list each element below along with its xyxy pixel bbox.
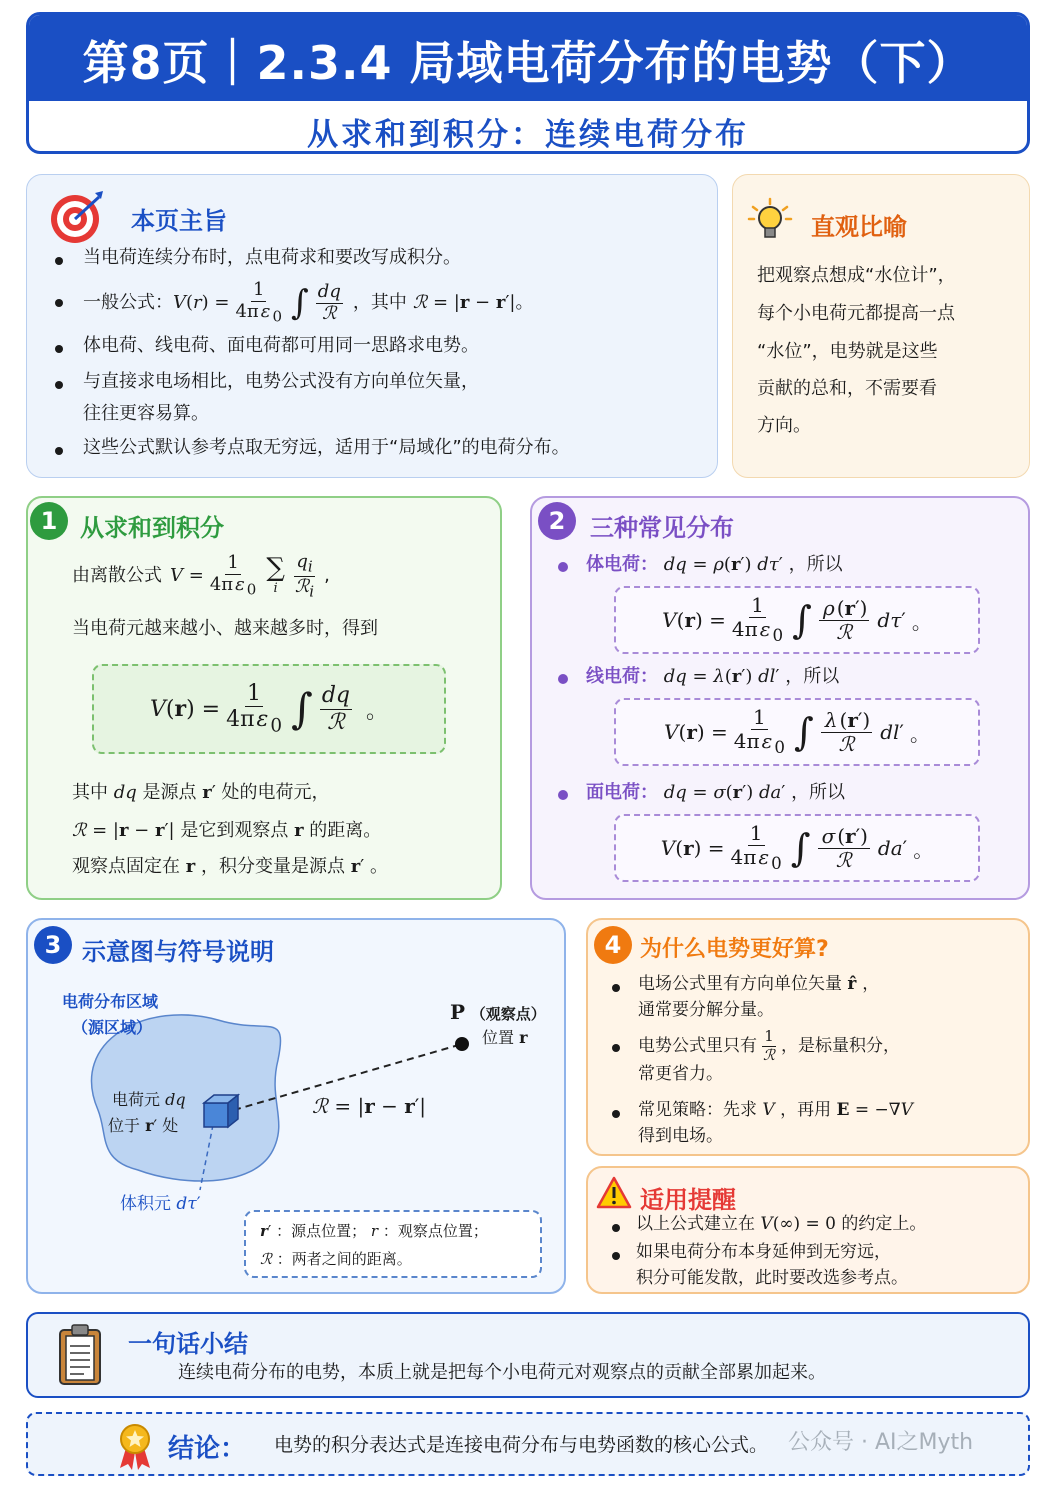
section-4-bullet-3a: 常见策略：先求 V ，再用 E = −∇V <box>638 1100 913 1120</box>
section-4-bullet-3b: 得到电场。 <box>638 1126 723 1146</box>
fraction: $\frac{dq}{\text{ℛ}}$ <box>321 683 350 735</box>
section-4-bullet-2b: 常更省力。 <box>638 1064 723 1084</box>
bullet <box>558 790 568 800</box>
overview-card <box>26 174 718 478</box>
volume-label: 体积元 dτ′ <box>120 1194 201 1214</box>
bullet <box>55 345 63 353</box>
bullet <box>612 1044 620 1052</box>
analogy-line-2: 每个小电荷元都提高一点 <box>757 303 955 324</box>
section-2-card <box>530 496 1030 900</box>
reminder-title: 适用提醒 <box>640 1186 736 1214</box>
section-4-bullet-2a: 电势公式里只有 $\frac{1}{\text{ℛ}}$ ，是标量积分， <box>638 1027 900 1064</box>
section-number: 3 <box>34 926 72 964</box>
warning-icon <box>596 1176 632 1210</box>
page-subtitle: 从求和到积分：连续电荷分布 <box>307 117 749 153</box>
fraction: $\frac{1}{4\pi \varepsilon _0}$ <box>235 279 282 326</box>
overview-bullet-4a: 与直接求电场相比，电势公式没有方向单位矢量， <box>83 371 479 392</box>
bullet <box>558 562 568 572</box>
clipboard-icon <box>56 1322 104 1386</box>
summary-title: 一句话小结 <box>128 1330 248 1358</box>
bullet <box>55 447 63 455</box>
bullet <box>55 257 63 265</box>
discrete-formula-line: 由离散公式 V = $\frac{1}{4\pi \varepsilon _0}$ ∑ i $\frac{q_i}{ℛ_i}$ , <box>72 550 330 601</box>
bullet <box>612 984 620 992</box>
section-4-bullet-1b: 通常要分解分量。 <box>638 1000 774 1020</box>
element-label-1: 电荷元 dq <box>112 1090 186 1109</box>
page-header <box>26 12 1030 154</box>
surface-formula-box: V(r) = $\frac{1}{4\pi \varepsilon _0}$ ∫ $\frac{\sigma (r')}{\text{ℛ}}$ da ′ 。 <box>614 814 980 882</box>
bullet <box>558 674 568 684</box>
section-number: 1 <box>30 502 68 540</box>
target-icon <box>49 189 105 245</box>
region-label-2: （源区域） <box>72 1018 153 1037</box>
conclusion-label: 结论： <box>168 1434 247 1464</box>
section-1-title: 从求和到积分 <box>80 514 224 542</box>
bullet <box>612 1110 620 1118</box>
reminder-bullet-2b: 积分可能发散，此时要改选参考点。 <box>636 1268 908 1288</box>
point-position-label: 位置 r <box>482 1028 528 1047</box>
summary-card <box>26 1312 1030 1398</box>
lightbulb-icon <box>747 197 793 243</box>
reminder-card <box>586 1166 1030 1294</box>
analogy-line-4: 贡献的总和，不需要看 <box>757 378 937 399</box>
section-2-title: 三种常见分布 <box>590 514 734 542</box>
line-charge-line: 线电荷： dq = λ(r′) dl′ ，所以 <box>586 666 840 687</box>
volume-formula-box: V(r) = $\frac{1}{4\pi \varepsilon _0}$ ∫ $\frac{\rho (r')}{\text{ℛ}}$ dτ ′ 。 <box>614 586 980 654</box>
element-label-2: 位于 r′ 处 <box>108 1116 179 1135</box>
fraction: $\frac{dq}{\text{ℛ}}$ <box>317 280 341 324</box>
line-formula-box: V(r) = $\frac{1}{4\pi \varepsilon _0}$ ∫ $\frac{\lambda (r')}{\text{ℛ}}$ dl ′ 。 <box>614 698 980 766</box>
section-3-title: 示意图与符号说明 <box>82 938 274 966</box>
section-1-card <box>26 496 502 900</box>
point-P-label: P （观察点） <box>450 1000 546 1024</box>
fraction: $\frac{1}{4\pi\varepsilon _0}$ <box>226 681 283 737</box>
section-4-card <box>586 918 1030 1156</box>
region-label-1: 电荷分布区域 <box>62 992 159 1011</box>
section-4-title: 为什么电势更好算? <box>640 937 829 962</box>
bullet <box>55 299 63 307</box>
section-4-bullet-1a: 电场公式里有方向单位矢量 r̂ ， <box>638 974 880 994</box>
legend-line-2: ℛ ：两者之间的距离。 <box>260 1250 412 1268</box>
fraction: $\frac{1}{\text{ℛ}}$ <box>763 1027 775 1064</box>
analogy-line-3: “水位”，电势就是这些 <box>757 341 938 362</box>
overview-bullet-1: 当电荷连续分布时，点电荷求和要改写成积分。 <box>83 247 461 268</box>
overview-bullet-5: 这些公式默认参考点取无穷远，适用于“局域化”的电荷分布。 <box>83 437 570 458</box>
overview-bullet-3: 体电荷、线电荷、面电荷都可用同一思路求电势。 <box>83 335 479 356</box>
distance-label: ℛ = |r − r′| <box>312 1094 427 1118</box>
surface-charge-line: 面电荷： dq = σ(r′) da′ ，所以 <box>586 782 846 803</box>
section-number: 4 <box>594 926 632 964</box>
analogy-line-1: 把观察点想成“水位计”， <box>757 265 956 286</box>
reminder-bullet-2a: 如果电荷分布本身延伸到无穷远， <box>636 1242 891 1262</box>
watermark: 公众号 · AI之Myth <box>788 1430 974 1455</box>
bullet <box>612 1224 620 1232</box>
page-title: 第8页｜2.3.4 局域电荷分布的电势（下） <box>82 36 974 90</box>
analogy-title: 直观比喻 <box>811 213 907 241</box>
volume-charge-line: 体电荷： dq = ρ(r′) dτ′ ，所以 <box>586 554 843 575</box>
fraction: $\frac{1}{4\pi \varepsilon _0}$ <box>209 552 257 599</box>
section-number: 2 <box>538 502 576 540</box>
conclusion-text: 电势的积分表达式是连接电荷分布与电势函数的核心公式。 <box>274 1434 769 1456</box>
charge-element-cube <box>204 1095 238 1127</box>
overview-bullet-4b: 往往更容易算。 <box>83 403 209 424</box>
bullet <box>612 1252 620 1260</box>
integral-formula-box: V(r) = $\frac{1}{4\pi\varepsilon _0}$ ∫ $\frac{dq}{\text{ℛ}}$ 。 <box>92 664 446 754</box>
analogy-card <box>732 174 1030 478</box>
analogy-line-5: 方向。 <box>757 415 811 436</box>
section-3-card <box>26 918 566 1294</box>
fraction: $\frac{q_i}{ℛ_i}$ <box>294 550 315 601</box>
section-1-line-5: 观察点固定在 r ，积分变量是源点 r′ 。 <box>72 856 388 877</box>
bullet <box>55 381 63 389</box>
medal-icon <box>118 1422 152 1470</box>
observation-point <box>455 1037 469 1051</box>
section-1-line-4: ℛ = |r − r′| 是它到观察点 r 的距离。 <box>72 820 382 841</box>
summary-text: 连续电荷分布的电势，本质上就是把每个小电荷元对观察点的贡献全部累加起来。 <box>178 1362 826 1383</box>
overview-title: 本页主旨 <box>131 207 227 235</box>
legend-line-1: r′ ：源点位置； r ：观察点位置； <box>260 1222 488 1240</box>
overview-bullet-2: 一般公式： V(r) = $\frac{1}{4\pi \varepsilon _0}$ ∫ $\frac{dq}{\text{ℛ}}$ ，其中 ℛ = |r − r′| 。 <box>83 279 534 326</box>
section-1-line-3: 其中 dq 是源点 r′ 处的电荷元， <box>72 782 330 803</box>
conclusion-card <box>26 1412 1030 1476</box>
section-1-line-2: 当电荷元越来越小、越来越多时，得到 <box>72 618 378 639</box>
reminder-bullet-1: 以上公式建立在 V(∞) = 0 的约定上。 <box>636 1214 927 1234</box>
